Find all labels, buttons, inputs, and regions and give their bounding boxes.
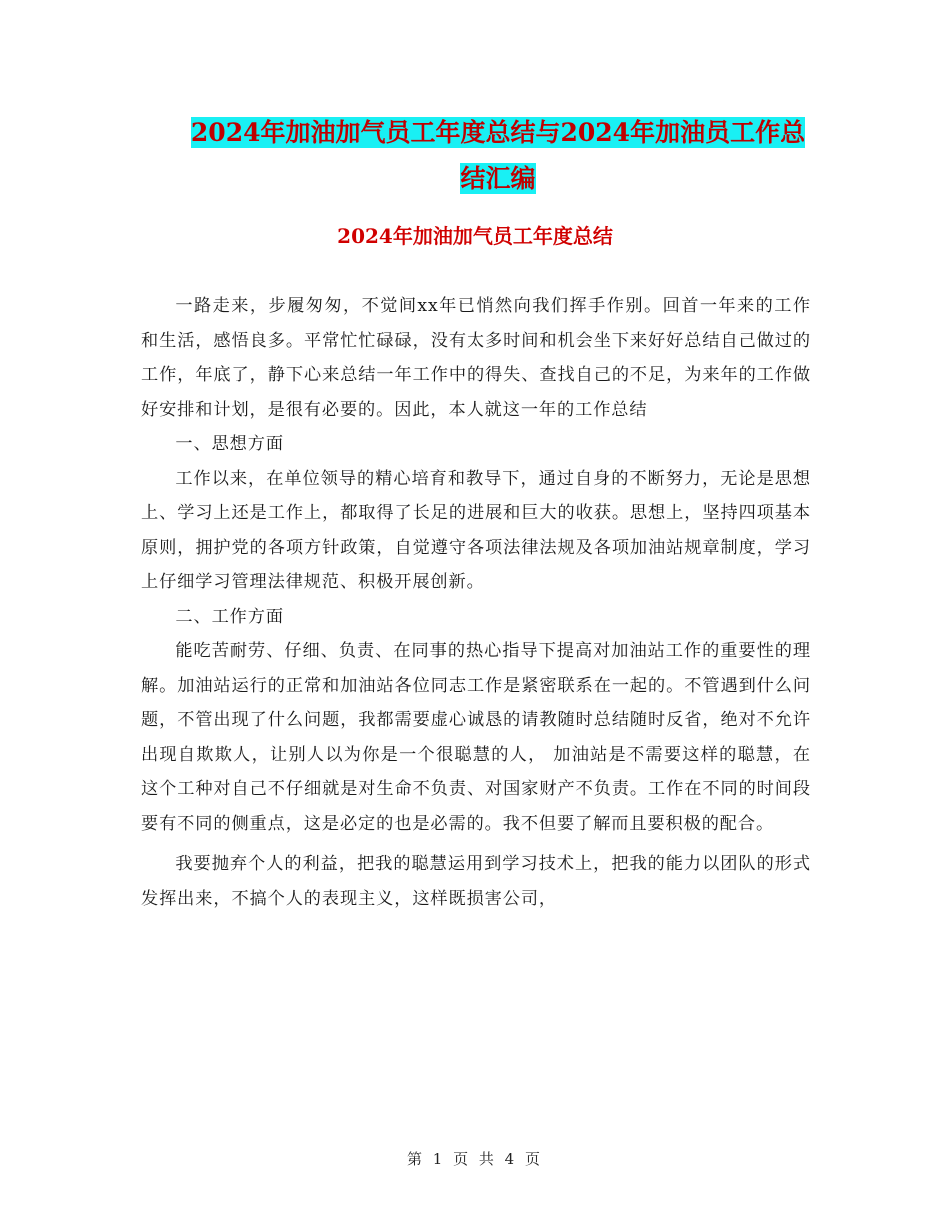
heading-work: 二、工作方面 (175, 606, 284, 627)
paragraph-thought: 工作以来，在单位领导的精心培育和教导下，通过自身的不断努力，无论是思想上、学习上还是工作上，都取得了长足的进展和巨大的收获。思想上，坚持四项基本原则，拥护党的各项方针政策，自觉遵守各项法律法规及各项加油站规章制度，学习上仔细学习管理法律规范、积极开展创新。 (141, 468, 811, 592)
main-title-line2: 结汇编 (460, 164, 536, 193)
document-body (141, 289, 811, 916)
main-title (140, 110, 856, 202)
paragraph-work: 能吃苦耐劳、仔细、负责、在同事的热心指导下提高对加油站工作的重要性的理解。加油站运行的正常和加油站各位同志工作是紧密联系在一起的。不管遇到什么问题，不管出现了什么问题，我都需要虚心诚恳的请教随时总结随时反省，绝对不允许出现自欺欺人，让别人以为你是一个很聪慧的人， 加油站是不需要这样的聪慧，在这个工种对自己不仔细就是对生命不负责、对国家财产不负责。工作在不同的时间段要有不同的侧重点，这是必定的也是必需的。我不但要了解而且要积极的配合。 (141, 641, 811, 834)
paragraph-intro: 一路走来，步履匆匆，不觉间xx年已悄然向我们挥手作别。回首一年来的工作和生活，感悟良多。平常忙忙碌碌，没有太多时间和机会坐下来好好总结自己做过的工作，年底了，静下心来总结一年工作中的得失、查找自己的不足，为来年的工作做好安排和计划，是很有必要的。因此，本人就这一年的工作总结 (141, 296, 811, 420)
heading-thought: 一、思想方面 (175, 434, 284, 454)
main-title-line1: 2024年加油加气员工年度总结与2024年加油员工作总 (190, 118, 806, 147)
paragraph-team: 我要抛弃个人的利益，把我的聪慧运用到学习技术上，把我的能力以团队的形式发挥出来，不搞个人的表现主义，这样既损害公司， (141, 854, 811, 909)
section-title: 2024年加油加气员工年度总结 (337, 224, 613, 248)
page-footer: 第 1 页 共 4 页 (407, 1150, 543, 1168)
